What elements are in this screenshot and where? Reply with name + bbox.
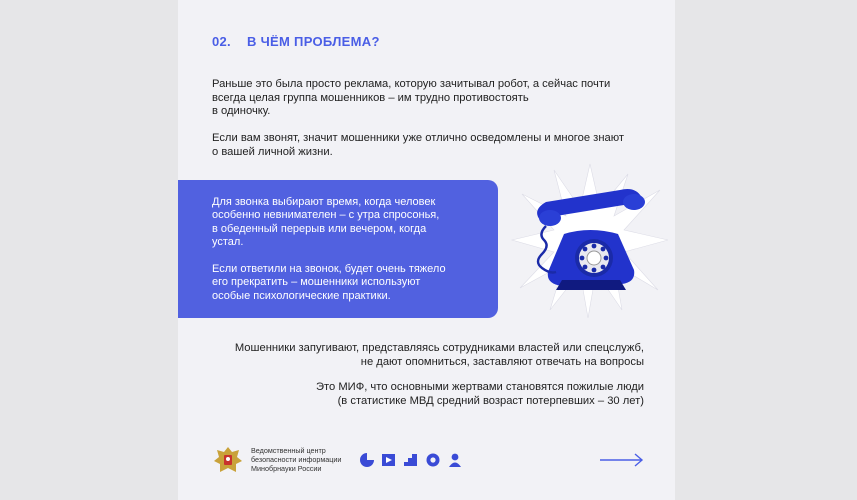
box-paragraph-timing: Для звонка выбирают время, когда человек особенно невнимателен – с утра спросонья, в обеденный перерыв или вечером, когда устал. — [212, 196, 440, 249]
paragraph-myth: Это МИФ, что основными жертвами становятся пожилые люди (в статистике МВД средний возраст потерпевших – 30 лет) — [315, 381, 644, 407]
section-title: В ЧЁМ ПРОБЛЕМА? — [246, 34, 380, 49]
org-name: Ведомственный центр безопасности информации Минобрнауки России — [251, 446, 342, 473]
play-icon[interactable] — [381, 452, 397, 468]
emblem-icon — [212, 444, 244, 481]
section-heading — [212, 34, 380, 49]
paragraph-awareness: Если вам звонят, значит мошенники уже отлично осведомлены и многое знают о вашей личной жизни. — [212, 132, 624, 158]
section-number: 02. — [212, 34, 231, 49]
arrow-right-icon[interactable] — [599, 452, 645, 473]
nav-icons — [359, 452, 463, 468]
phone-illustration — [510, 160, 670, 320]
phone-icon — [510, 160, 670, 320]
paragraph-intimidation: Мошенники запугивают, представляясь сотрудниками властей или спецслужб, не дают опомниться, заставляют отвечать на вопросы — [234, 342, 644, 368]
stairs-icon[interactable] — [403, 452, 419, 468]
pie-icon[interactable] — [359, 452, 375, 468]
person-icon[interactable] — [447, 452, 463, 468]
box-paragraph-psychology: Если ответили на звонок, будет очень тяжело его прекратить – мошенники используют особые психологические практики. — [212, 263, 446, 302]
paragraph-intro: Раньше это была просто реклама, которую зачитывал робот, а сейчас почти всегда целая группа мошенников – им трудно противостоять в одиночку. — [212, 78, 611, 118]
ring-icon[interactable] — [425, 452, 441, 468]
